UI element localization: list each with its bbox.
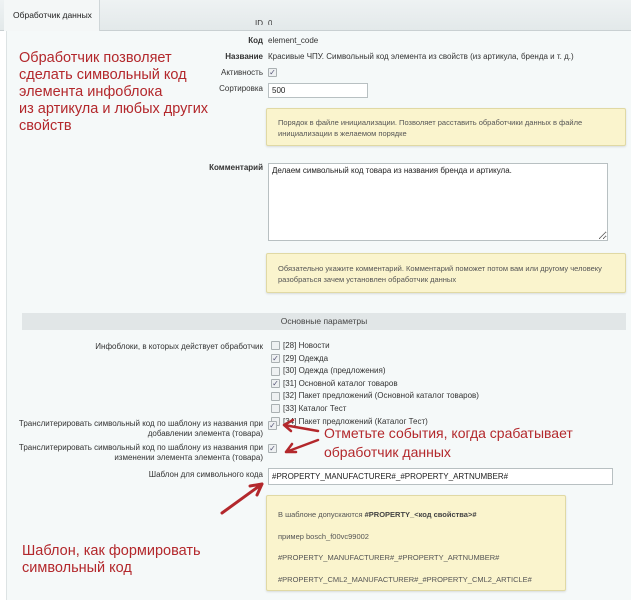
active-label: Активность xyxy=(220,68,263,77)
infoblock-label: [29] Одежда xyxy=(283,353,329,363)
tab-label: Обработчик данных xyxy=(13,10,92,20)
code-label: Код xyxy=(248,36,263,45)
template-hint: В шаблоне допускаются #PROPERTY_<код свойства># пример bosch_f00vc99002 #PROPERTY_MANUFACTURER#_#PROPERTY_ARTNUMBER# #PROPERTY_CML2_MANUFACTURER#_#PROPERTY_CML2_ARTICLE# xyxy=(266,495,566,591)
infoblock-checkbox[interactable]: ✓ xyxy=(272,379,279,389)
translit-add-checkbox[interactable]: ✓ xyxy=(269,421,276,430)
infoblocks-label: Инфоблоки, в которых действует обработчик xyxy=(95,342,263,351)
active-checkbox[interactable]: ✓ xyxy=(269,68,276,77)
annotation-top: Обработчик позволяет сделать символьный код элемента инфоблока из артикула и любых других свойств xyxy=(19,50,209,134)
id-label: ID xyxy=(255,19,263,25)
code-value: element_code xyxy=(268,36,319,45)
comment-label: Комментарий xyxy=(209,163,263,172)
infoblock-label: [30] Одежда (предложения) xyxy=(283,366,386,376)
annotation-template: Шаблон, как формировать символьный код xyxy=(22,543,201,576)
name-value: Красивые ЧПУ. Символьный код элемента из свойств (из артикула, бренда и т. д.) xyxy=(268,52,574,61)
infoblock-label: [34] Пакет предложений (Каталог Тест) xyxy=(283,416,428,426)
template-label: Шаблон для символьного кода xyxy=(148,470,263,479)
translit-edit-label: Транслитерировать символьный код по шаблону из названия при изменении элемента элемента (товара) xyxy=(18,443,263,462)
infoblock-checkbox[interactable]: ✓ xyxy=(272,353,279,363)
infoblock-label: [32] Пакет предложений (Основной каталог товаров) xyxy=(283,391,479,401)
arrow-icon xyxy=(284,420,318,431)
section-header: Основные параметры xyxy=(22,313,626,330)
translit-add-label: Транслитерировать символьный код по шаблону из названия при добавлении элемента (товара) xyxy=(18,419,263,438)
infoblock-label: [28] Новости xyxy=(283,341,330,350)
translit-edit-checkbox[interactable]: ✓ xyxy=(269,444,276,453)
name-label: Название xyxy=(225,52,263,61)
infoblock-label: [33] Каталог Тест xyxy=(283,404,347,413)
arrow-icon xyxy=(286,440,318,452)
id-value: 0 xyxy=(268,19,273,25)
sort-hint: Порядок в файле инициализации. Позволяет расставить обработчики данных в файле инициализации в желаемом порядке xyxy=(266,108,626,146)
arrow-icon xyxy=(222,484,262,513)
annotation-events: Отметьте события, когда срабатывает обработчик данных xyxy=(324,425,573,460)
comment-hint: Обязательно укажите комментарий. Комментарий поможет потом вам или другому человеку разобраться зачем установлен обработчик данных xyxy=(266,253,626,293)
sort-label: Сортировка xyxy=(219,84,263,93)
infoblock-label: [31] Основной каталог товаров xyxy=(283,378,398,388)
